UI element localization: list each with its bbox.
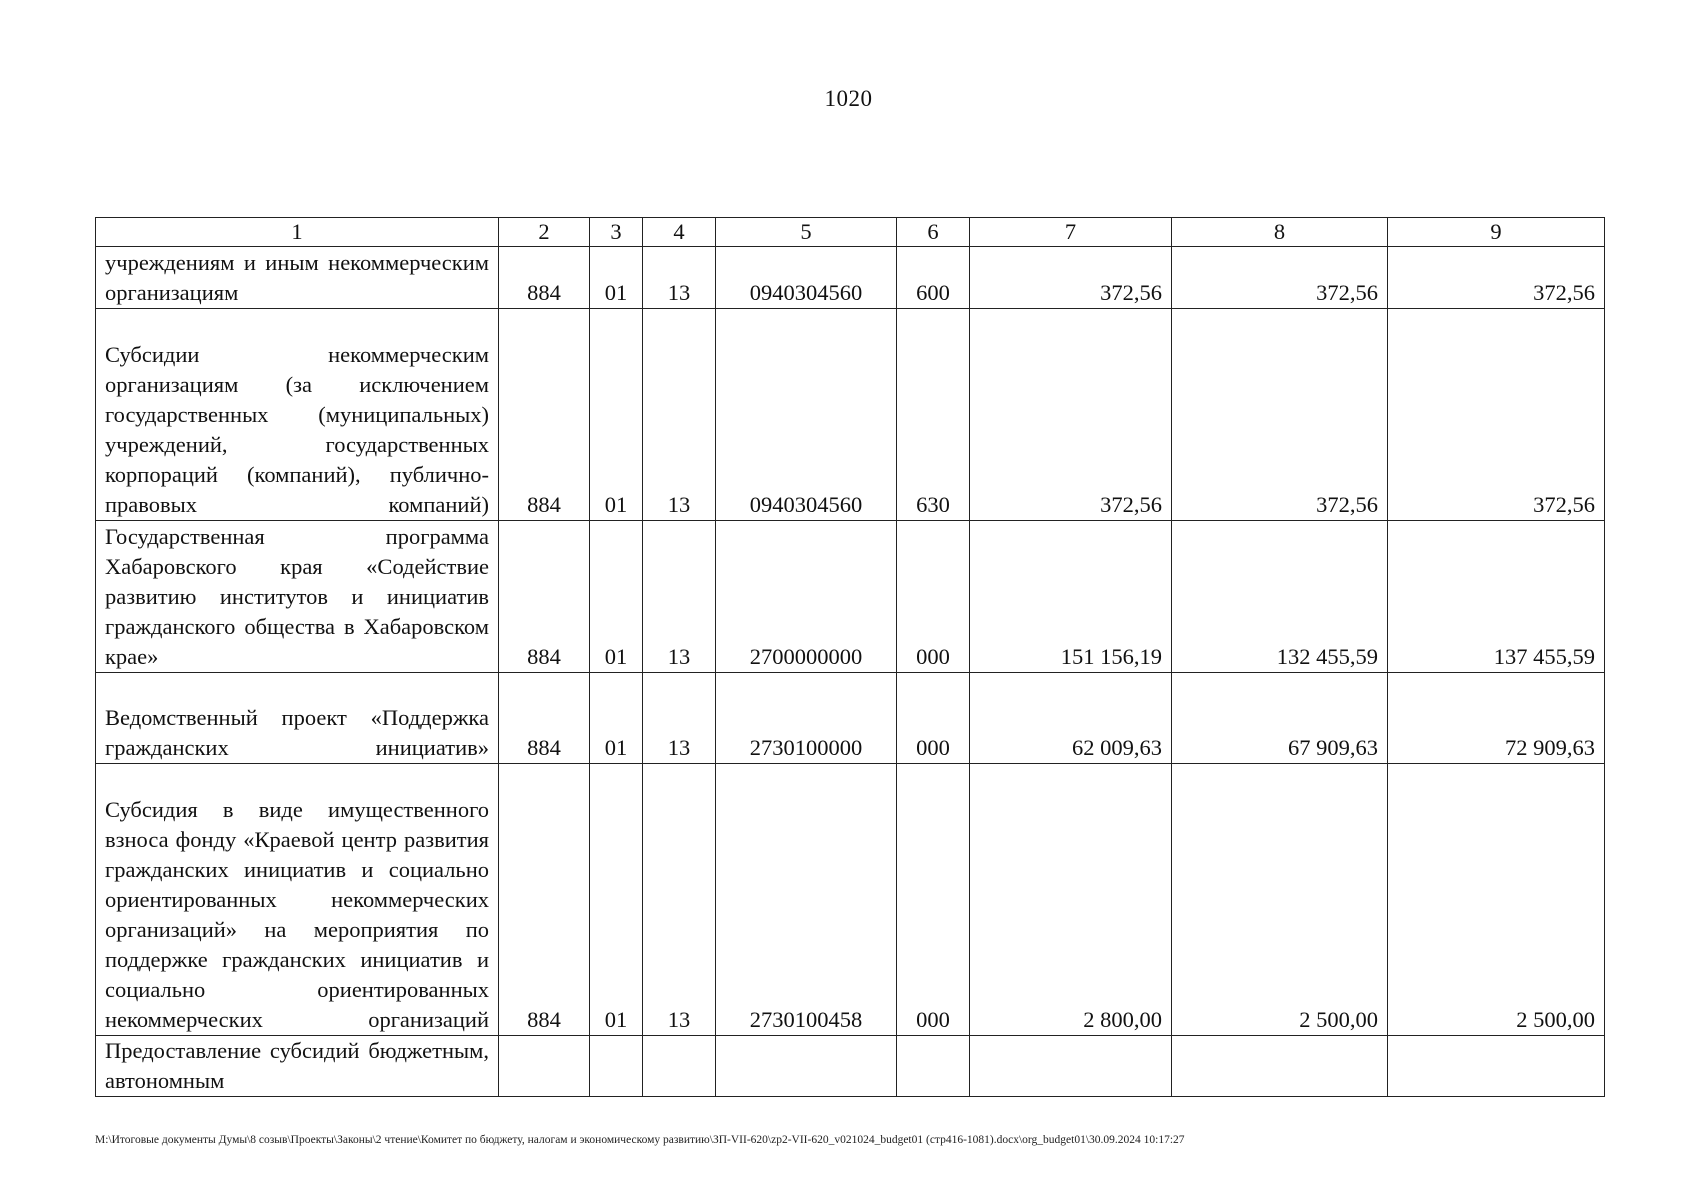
cell-amount-col9	[1388, 1036, 1605, 1097]
row-name	[96, 247, 499, 309]
cell-ministry-code	[499, 1036, 590, 1097]
cell-ministry-code: 884	[499, 673, 590, 764]
header-col-7: 7	[970, 218, 1172, 247]
cell-amount-col7: 372,56	[970, 247, 1172, 309]
header-col-6: 6	[897, 218, 970, 247]
cell-subsection	[643, 1036, 716, 1097]
row-name	[96, 673, 499, 764]
cell-target-article: 0940304560	[716, 309, 897, 521]
table-row	[96, 1036, 1605, 1097]
cell-amount-col9: 2 500,00	[1388, 764, 1605, 1036]
cell-target-article: 2730100458	[716, 764, 897, 1036]
cell-amount-col8: 132 455,59	[1172, 521, 1388, 673]
table-header-row	[96, 218, 1605, 247]
cell-subsection: 13	[643, 764, 716, 1036]
cell-ministry-code: 884	[499, 521, 590, 673]
cell-section: 01	[590, 764, 643, 1036]
cell-expense-type	[897, 1036, 970, 1097]
header-col-5: 5	[716, 218, 897, 247]
cell-amount-col7: 151 156,19	[970, 521, 1172, 673]
header-col-2: 2	[499, 218, 590, 247]
cell-target-article	[716, 1036, 897, 1097]
cell-expense-type: 000	[897, 764, 970, 1036]
cell-expense-type: 000	[897, 521, 970, 673]
row-name-text: Субсидии некоммерческим организациям (за исключением государственных (муниципальных) учреждений, государственных корпораций (компаний), публично-правовых компаний)	[105, 342, 489, 517]
cell-ministry-code: 884	[499, 309, 590, 521]
row-name	[96, 309, 499, 521]
cell-subsection: 13	[643, 309, 716, 521]
cell-target-article: 2730100000	[716, 673, 897, 764]
page-number: 1020	[824, 86, 873, 111]
header-col-1: 1	[96, 218, 499, 247]
cell-subsection: 13	[643, 521, 716, 673]
cell-section: 01	[590, 673, 643, 764]
cell-amount-col8: 372,56	[1172, 247, 1388, 309]
header-col-9: 9	[1388, 218, 1605, 247]
row-name	[96, 764, 499, 1036]
cell-amount-col7: 372,56	[970, 309, 1172, 521]
cell-amount-col9: 137 455,59	[1388, 521, 1605, 673]
row-name-text: Субсидия в виде имущественного взноса фонду «Краевой центр развития гражданских инициатив и социально ориентированных некоммерческих организаций» на мероприятия по поддержке гражданских инициатив и социально ориентированных некоммерческих организаций	[105, 797, 489, 1032]
table-row	[96, 764, 1605, 1036]
row-name-text: учреждениям и иным некоммерческим организациям	[105, 250, 489, 305]
cell-subsection: 13	[643, 673, 716, 764]
cell-amount-col7: 2 800,00	[970, 764, 1172, 1036]
budget-table	[95, 217, 1605, 1097]
cell-amount-col8	[1172, 1036, 1388, 1097]
cell-section: 01	[590, 521, 643, 673]
cell-amount-col8: 67 909,63	[1172, 673, 1388, 764]
row-name	[96, 1036, 499, 1097]
cell-ministry-code: 884	[499, 247, 590, 309]
cell-expense-type: 630	[897, 309, 970, 521]
row-name	[96, 521, 499, 673]
cell-amount-col8: 372,56	[1172, 309, 1388, 521]
row-name-text: Предоставление субсидий бюджетным, автономным	[105, 1038, 489, 1093]
cell-target-article: 2700000000	[716, 521, 897, 673]
cell-section: 01	[590, 309, 643, 521]
cell-section	[590, 1036, 643, 1097]
table-row	[96, 673, 1605, 764]
cell-ministry-code: 884	[499, 764, 590, 1036]
cell-expense-type: 000	[897, 673, 970, 764]
cell-target-article: 0940304560	[716, 247, 897, 309]
cell-amount-col7	[970, 1036, 1172, 1097]
row-name-text: Государственная программа Хабаровского края «Содействие развитию институтов и инициатив гражданского общества в Хабаровском крае»	[105, 524, 489, 669]
cell-subsection: 13	[643, 247, 716, 309]
cell-amount-col8: 2 500,00	[1172, 764, 1388, 1036]
cell-amount-col7: 62 009,63	[970, 673, 1172, 764]
header-col-4: 4	[643, 218, 716, 247]
table-row	[96, 247, 1605, 309]
table-row	[96, 309, 1605, 521]
cell-amount-col9: 72 909,63	[1388, 673, 1605, 764]
header-col-3: 3	[590, 218, 643, 247]
cell-amount-col9: 372,56	[1388, 309, 1605, 521]
cell-expense-type: 600	[897, 247, 970, 309]
header-col-8: 8	[1172, 218, 1388, 247]
table-row	[96, 521, 1605, 673]
row-name-text: Ведомственный проект «Поддержка гражданских инициатив»	[105, 705, 489, 760]
cell-amount-col9: 372,56	[1388, 247, 1605, 309]
file-path-footer: M:\Итоговые документы Думы\8 созыв\Проекты\Законы\2 чтение\Комитет по бюджету, налогам и экономическому развитию\ЗП-VII-620\zp2-VII-620_v021024_budget01 (стр416-1081).docx\org_budget01\30.09.2024 10:17:27	[95, 1134, 1185, 1146]
cell-section: 01	[590, 247, 643, 309]
